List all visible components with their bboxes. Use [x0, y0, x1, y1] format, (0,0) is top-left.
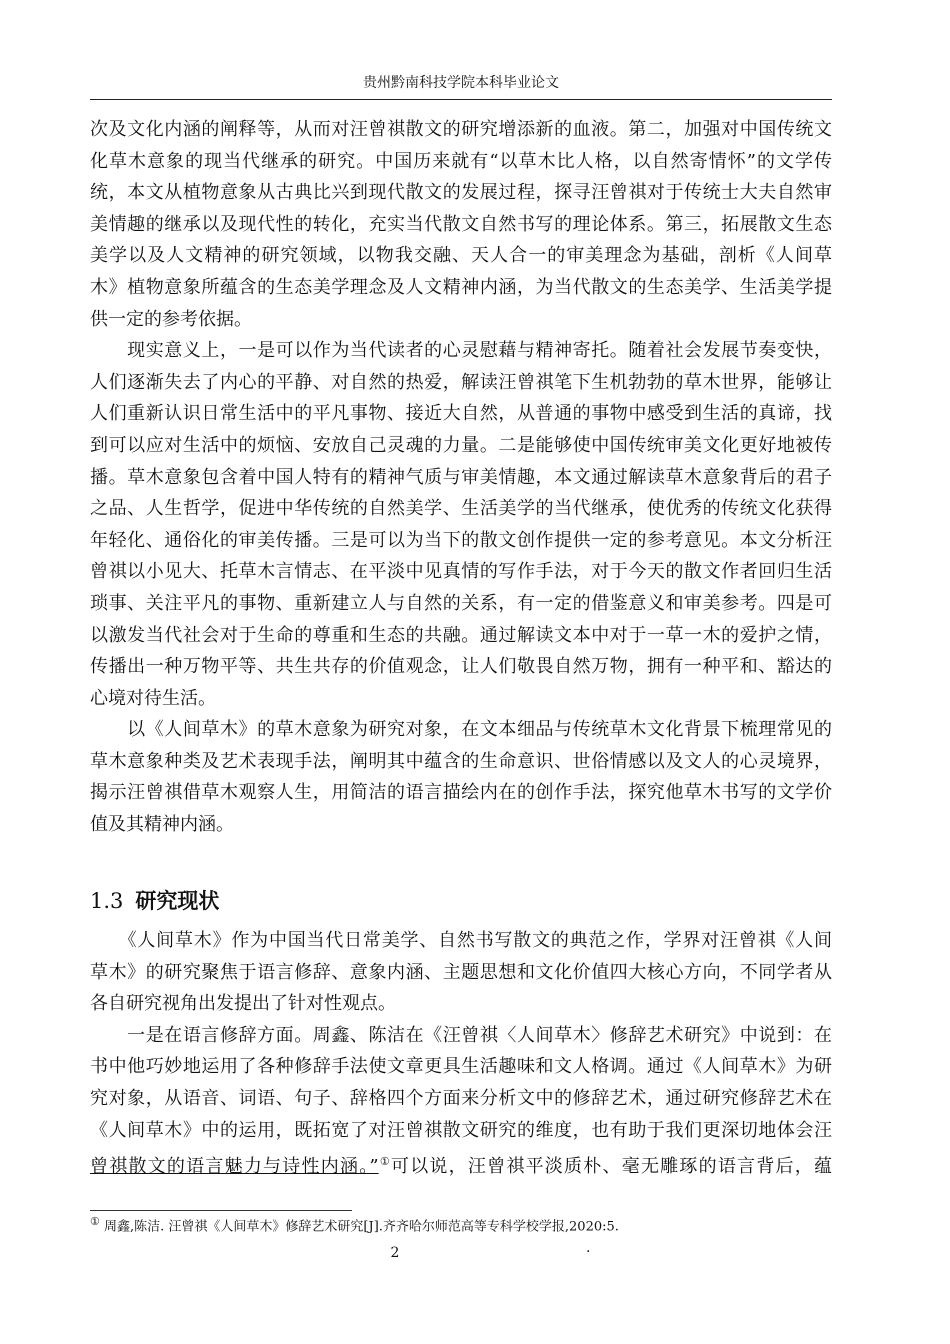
text-line: 一是在语言修辞方面。周鑫、陈洁在《汪曾祺〈人间草木〉修辞艺术研究》中说到：在	[90, 1024, 832, 1046]
text-line: 究对象，从语音、词语、句子、辞格四个方面来分析文中的修辞艺术，通过研究修辞艺术在	[90, 1087, 832, 1109]
footnote-rule	[90, 1210, 352, 1211]
text-line: 到可以应对生活中的烦恼、安放自己灵魂的力量。二是能够使中国传统审美文化更好地被传	[90, 434, 832, 456]
text-line: 木》植物意象所蕴含的生态美学理念及人文精神内涵，为当代散文的生态美学、生活美学提	[90, 276, 832, 298]
text-line: 现实意义上，一是可以作为当代读者的心灵慰藉与精神寄托。随着社会发展节奏变快，	[90, 340, 832, 362]
text-line: 传播出一种万物平等、共生共存的价值观念，让人们敬畏自然万物，拥有一种平和、豁达的	[90, 656, 832, 678]
text-line: 琐事、关注平凡的事物、重新建立人与自然的关系，有一定的借鉴意义和审美参考。四是可	[90, 592, 832, 614]
header-rule	[90, 99, 832, 100]
text-line: 美情趣的继承以及现代性的转化，充实当代散文自然书写的理论体系。第三，拓展散文生态	[90, 213, 832, 235]
section-heading	[90, 886, 219, 916]
text-line: 曾祺以小见大、托草木言情志、在平淡中见真情的写作手法，对于今天的散文作者回归生活	[90, 561, 832, 583]
text-line: 以《人间草木》的草木意象为研究对象，在文本细品与传统草木文化背景下梳理常见的	[90, 719, 832, 741]
section-title: 研究现状	[135, 889, 220, 913]
section-number: 1.3	[90, 889, 124, 913]
text-line: 次及文化内涵的阐释等，从而对汪曾祺散文的研究增添新的血液。第二，加强对中国传统文	[90, 119, 832, 140]
footnote-mark: ①	[90, 1215, 100, 1228]
text-line: 草木》的研究聚焦于语言修辞、意象内涵、主题思想和文化价值四大核心方向，不同学者从	[90, 961, 832, 983]
text-line: 之品、人生哲学，促进中华传统的自然美学、生活美学的当代继承，使优秀的传统文化获得	[90, 498, 832, 520]
text-line: 播。草木意象包含着中国人特有的精神气质与审美情趣，本文通过解读草木意象背后的君子	[90, 466, 832, 488]
page-number: 2	[390, 1245, 400, 1261]
text-line: 人们重新认识日常生活中的平凡事物、接近大自然，从普通的事物中感受到生活的真谛，找	[90, 403, 832, 425]
text-line: 值及其精神内涵。	[90, 814, 234, 836]
text-line: 年轻化、通俗化的审美传播。三是可以为当下的散文创作提供一定的参考意见。本文分析汪	[90, 529, 832, 551]
text-line: 心境对待生活。	[90, 687, 216, 709]
text-line: 《人间草木》中的运用，既拓宽了对汪曾祺散文研究的维度，也有助于我们更深切地体会汪	[90, 1119, 832, 1141]
text-line: 书中他巧妙地运用了各种修辞手法使文章更具生活趣味和文人格调。通过《人间草木》为研	[90, 1056, 832, 1078]
text-fragment: 可以说，汪曾祺平淡质朴、毫无雕琢的语言背后，蕴	[390, 1156, 832, 1178]
text-line: 各自研究视角出发提出了针对性观点。	[90, 993, 396, 1015]
footer-dot: .	[586, 1240, 591, 1256]
footnote-text: 周鑫,陈洁. 汪曾祺《人间草木》修辞艺术研究[J].齐齐哈尔师范高等专科学校学报,2020:5.	[104, 1219, 619, 1235]
text-fragment: 曾祺散文的语言魅力与诗性内涵。”	[90, 1156, 379, 1178]
text-line: 《人间草木》作为中国当代日常美学、自然书写散文的典范之作，学界对汪曾祺《人间	[90, 930, 832, 951]
section-body	[90, 925, 832, 1178]
text-line	[90, 1146, 832, 1178]
text-line: 化草木意象的现当代继承的研究。中国历来就有“以草木比人格，以自然寄情怀”的文学传	[90, 150, 832, 172]
footnote	[90, 1212, 619, 1237]
body-text	[90, 114, 832, 841]
text-line: 揭示汪曾祺借草木观察人生，用简洁的语言描绘内在的创作手法，探究他草木书写的文学价	[90, 782, 832, 804]
text-line: 美学以及人文精神的研究领域，以物我交融、天人合一的审美理念为基础，剖析《人间草	[90, 245, 832, 267]
text-line: 草木意象种类及艺术表现手法，阐明其中蕴含的生命意识、世俗情感以及文人的心灵境界，	[90, 750, 832, 772]
text-line: 人们逐渐失去了内心的平静、对自然的热爱，解读汪曾祺笔下生机勃勃的草木世界，能够让	[90, 371, 832, 393]
footnote-ref[interactable]: ①	[378, 1155, 391, 1169]
page-header: 贵州黔南科技学院本科毕业论文	[363, 75, 559, 91]
text-line: 统，本文从植物意象从古典比兴到现代散文的发展过程，探寻汪曾祺对于传统士大夫自然审	[90, 182, 832, 204]
text-line: 供一定的参考依据。	[90, 308, 252, 330]
text-line: 以激发当代社会对于生命的尊重和生态的共融。通过解读文本中对于一草一木的爱护之情，	[90, 624, 832, 646]
